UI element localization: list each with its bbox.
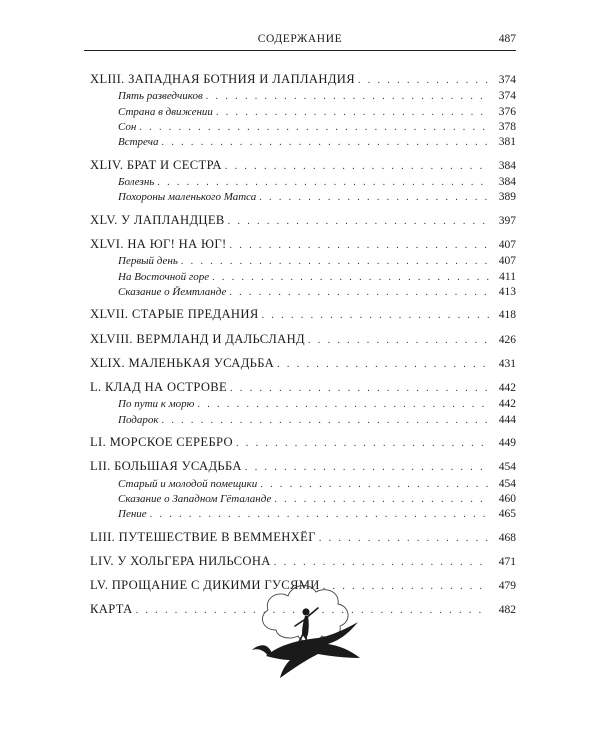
toc-entry-page-number: 389 — [498, 191, 516, 204]
toc-entry-title: XLVI. НА ЮГ! НА ЮГ! — [90, 237, 227, 252]
toc-chapter-entry — [90, 458, 516, 476]
toc-entry-page-number: 384 — [498, 176, 516, 189]
dot-leader — [259, 190, 489, 205]
toc-entry-page-number: 460 — [498, 492, 516, 505]
toc-section-entry — [90, 492, 516, 507]
dot-leader — [274, 555, 489, 571]
toc-entry-title: Первый день — [118, 255, 178, 268]
toc-entry-title: LII. БОЛЬШАЯ УСАДЬБА — [90, 459, 242, 474]
running-header-title: СОДЕРЖАНИЕ — [257, 33, 343, 45]
dot-leader — [162, 135, 489, 150]
toc-entry-title: L. КЛАД НА ОСТРОВЕ — [90, 380, 228, 395]
toc-entry-title: Пять разведчиков — [118, 90, 203, 103]
toc-entry-page-number: 442 — [498, 398, 516, 411]
toc-entry-title: LI. МОРСКОЕ СЕРЕБРО — [90, 435, 233, 450]
dot-leader — [260, 477, 489, 492]
toc-entry-title: Сон — [118, 121, 137, 134]
toc-entry-page-number: 471 — [498, 555, 516, 568]
toc-entry-title: Встреча — [118, 136, 159, 149]
dot-leader — [206, 89, 489, 104]
toc-section-entry — [90, 105, 516, 120]
toc-chapter-entry — [90, 331, 516, 349]
toc-entry-page-number: 482 — [498, 604, 516, 617]
toc-entry-page-number: 465 — [498, 508, 516, 521]
dot-leader — [228, 214, 489, 230]
toc-chapter-entry — [90, 553, 516, 571]
toc-entry-title: По пути к морю — [118, 398, 195, 411]
dot-leader — [197, 397, 489, 412]
toc-section-entry — [90, 190, 516, 205]
toc-entry-title: XLV. У ЛАПЛАНДЦЕВ — [90, 212, 225, 227]
page-number: 487 — [498, 33, 516, 45]
dot-leader — [308, 333, 489, 349]
toc-entry-page-number: 374 — [498, 90, 516, 103]
dot-leader — [157, 175, 489, 190]
toc-entry-title: Болезнь — [118, 176, 155, 189]
toc-entry-page-number: 413 — [498, 286, 516, 299]
toc-section-entry — [90, 175, 516, 190]
toc-entry-title: На Восточной горе — [118, 270, 210, 283]
toc-entry-page-number: 449 — [498, 437, 516, 450]
toc-section-entry — [90, 270, 516, 285]
toc-entry-page-number: 374 — [498, 74, 516, 86]
table-of-contents — [90, 71, 516, 620]
toc-entry-page-number: 431 — [498, 357, 516, 370]
dot-leader — [230, 381, 489, 397]
toc-entry-title: XLIX. МАЛЕНЬКАЯ УСАДЬБА — [90, 355, 275, 370]
toc-section-entry — [90, 285, 516, 300]
dot-leader — [216, 105, 489, 120]
toc-entry-title: Страна в движении — [118, 105, 213, 118]
toc-chapter-entry — [90, 529, 516, 547]
dot-leader — [319, 531, 489, 547]
toc-entry-title: LV. ПРОЩАНИЕ С ДИКИМИ ГУСЯМИ — [90, 578, 320, 593]
toc-entry-page-number: 381 — [498, 136, 516, 149]
dot-leader — [230, 238, 489, 254]
toc-entry-page-number: 378 — [498, 121, 516, 134]
dot-leader — [139, 120, 489, 135]
toc-section-entry — [90, 254, 516, 269]
dot-leader — [245, 460, 489, 476]
toc-entry-title: Похороны маленького Матса — [118, 191, 257, 204]
dot-leader — [212, 270, 489, 285]
toc-entry-title: Подарок — [118, 413, 159, 426]
toc-chapter-entry — [90, 236, 516, 254]
toc-section-entry — [90, 135, 516, 150]
toc-section-entry — [90, 413, 516, 428]
toc-chapter-entry — [90, 306, 516, 324]
boy-on-goose-vignette-icon — [248, 578, 366, 680]
toc-entry-title: LIII. ПУТЕШЕСТВИЕ В ВЕММЕНХЁГ — [90, 529, 316, 544]
toc-entry-title: LIV. У ХОЛЬГЕРА НИЛЬСОНА — [90, 553, 271, 568]
toc-entry-page-number: 442 — [498, 382, 516, 395]
toc-entry-title: XLVIII. ВЕРМЛАНД И ДАЛЬСЛАНД — [90, 331, 305, 346]
running-header — [84, 32, 516, 51]
toc-chapter-entry — [90, 157, 516, 175]
toc-entry-page-number: 397 — [498, 214, 516, 227]
toc-entry-page-number: 407 — [498, 239, 516, 252]
toc-entry-page-number: 426 — [498, 333, 516, 346]
toc-entry-page-number: 411 — [499, 270, 516, 283]
toc-entry-page-number: 454 — [498, 461, 516, 474]
dot-leader — [181, 254, 489, 269]
toc-entry-title: XLIII. ЗАПАДНАЯ БОТНИЯ И ЛАПЛАНДИЯ — [90, 72, 355, 86]
toc-section-entry — [90, 89, 516, 104]
dot-leader — [274, 492, 489, 507]
toc-chapter-entry — [90, 212, 516, 230]
toc-entry-title: Пение — [118, 508, 147, 521]
dot-leader — [262, 308, 489, 324]
toc-chapter-entry — [90, 355, 516, 373]
dot-leader — [225, 159, 489, 175]
dot-leader — [162, 413, 489, 428]
toc-section-entry — [90, 477, 516, 492]
dot-leader — [358, 73, 489, 89]
toc-entry-page-number: 454 — [498, 477, 516, 490]
toc-entry-title: Старый и молодой помещики — [118, 477, 258, 490]
toc-chapter-entry — [90, 434, 516, 452]
toc-entry-page-number: 418 — [498, 309, 516, 322]
dot-leader — [229, 285, 489, 300]
toc-entry-page-number: 444 — [498, 413, 516, 426]
toc-chapter-entry — [90, 379, 516, 397]
toc-entry-page-number: 468 — [498, 531, 516, 544]
toc-entry-page-number: 479 — [498, 580, 516, 593]
toc-entry-page-number: 384 — [498, 159, 516, 172]
toc-section-entry — [90, 120, 516, 135]
dot-leader — [150, 507, 489, 522]
dot-leader — [277, 357, 489, 373]
dot-leader — [236, 436, 489, 452]
toc-entry-title: Сказание о Западном Гёталанде — [118, 492, 272, 505]
toc-chapter-entry — [90, 71, 516, 89]
toc-section-entry — [90, 397, 516, 412]
toc-entry-title: КАРТА — [90, 602, 133, 617]
toc-entry-title: XLIV. БРАТ И СЕСТРА — [90, 157, 222, 172]
toc-entry-title: XLVII. СТАРЫЕ ПРЕДАНИЯ — [90, 307, 259, 322]
toc-entry-title: Сказание о Йемтланде — [118, 286, 227, 299]
toc-entry-page-number: 407 — [498, 255, 516, 268]
toc-entry-page-number: 376 — [498, 105, 516, 118]
toc-section-entry — [90, 507, 516, 522]
